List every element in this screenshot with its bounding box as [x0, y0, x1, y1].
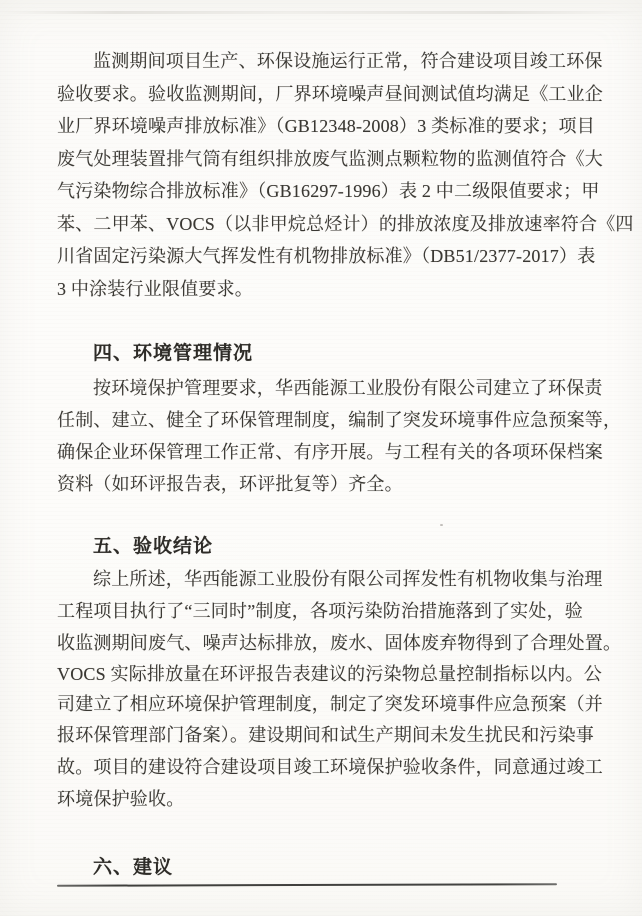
doc-line: 气污染物综合排放标准》（GB16297-1996）表 2 中二级限值要求；甲 [57, 181, 600, 201]
doc-line: 废气处理装置排气筒有组织排放废气监测点颗粒物的监测值符合《大 [57, 149, 603, 169]
doc-line: 确保企业环保管理工作正常、有序开展。与工程有关的各项环保档案 [57, 442, 603, 462]
doc-line: 监测期间项目生产、环保设施运行正常，符合建设项目竣工环保 [93, 51, 603, 71]
scan-streak [0, 11, 642, 14]
doc-line: 司建立了相应环境保护管理制度，制定了突发环境事件应急预案（并 [57, 694, 603, 714]
doc-line: 收监测期间废气、噪声达标排放，废水、固体废弃物得到了合理处置。 [57, 633, 622, 653]
doc-line: 川省固定污染源大气挥发性有机物排放标准》（DB51/2377-2017）表 [57, 246, 596, 266]
doc-line: 苯、二甲苯、VOCS（以非甲烷总烃计）的排放浓度及排放速率符合《四 [57, 214, 634, 234]
doc-line: 任制、建立、健全了环保管理制度，编制了突发环境事件应急预案等， [57, 410, 622, 430]
section-heading-acceptance-conclusion: 五、验收结论 [93, 536, 214, 557]
doc-line: 工程项目执行了“三同时”制度，各项污染防治措施落到了实处，验 [57, 601, 583, 621]
bottom-rule [57, 883, 557, 887]
doc-line: 环境保护验收。 [57, 789, 185, 809]
doc-line: 按环境保护管理要求，华西能源工业股份有限公司建立了环保责 [93, 378, 603, 398]
doc-line: 综上所述，华西能源工业股份有限公司挥发性有机物收集与治理 [93, 569, 603, 589]
section-heading-suggestions: 六、建议 [93, 857, 174, 878]
doc-line: 故。项目的建设符合建设项目竣工环境保护验收条件，同意通过竣工 [57, 757, 603, 777]
scan-speck [440, 524, 443, 526]
doc-line: VOCS 实际排放量在环评报告表建议的污染物总量控制指标以内。公 [57, 664, 602, 684]
doc-line: 报环保管理部门备案）。建设期间和试生产期间未发生扰民和污染事 [57, 725, 594, 745]
doc-line: 验收要求。验收监测期间，厂界环境噪声昼间测试值均满足《工业企 [57, 84, 603, 104]
doc-line: 业厂界环境噪声排放标准》（GB12348-2008）3 类标准的要求；项目 [57, 116, 595, 136]
doc-line: 资料（如环评报告表，环评批复等）齐全。 [57, 474, 403, 494]
doc-line: 3 中涂装行业限值要求。 [57, 279, 253, 299]
section-heading-environment-management: 四、环境管理情况 [93, 343, 254, 364]
